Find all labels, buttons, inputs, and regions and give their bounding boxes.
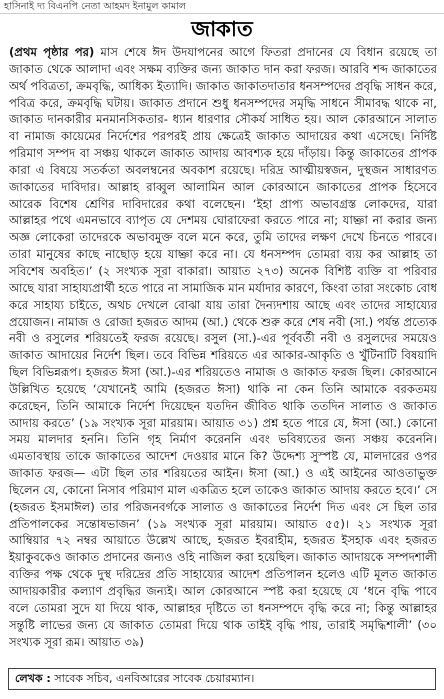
continued-from-label: (প্রথম পৃষ্ঠার পর): [9, 45, 95, 59]
article-body: [9, 44, 437, 650]
paragraph-text: মাস শেষে ঈদ উদযাপনের আগে ফিতরা প্রদানের যে বিধান রয়েছে তা জাকাত থেকে আলাদা এবং সক্ষম ব্যক্তির জন্য জাকাত দান করা ফরজ। আরবি শব্দ জাকাতের অর্থ পবিত্রতা, ক্রমবৃদ্ধি, আধিক্য ইত্যাদি। জাকাত জাকাতদাতার ধনসম্পদের প্রবৃদ্ধি সাধন করে, পবিত্র করে, ক্রমবৃদ্ধি ঘটায়। জাকাত প্রদানে শুধু ধনসম্পদের সমৃদ্ধি সাধনে সীমাবদ্ধ থাকে না, জাকাত দানকারীর মনমানসিকতার- ধ্যান ধারণার সৌকর্য সাধিত হয়। আল কোরআনে সালাত বা নামাজ কায়েমের নির্দেশের পরপরই প্রায় ক্ষেত্রেই জাকাত আদায়ের কথা এসেছে। নির্দিষ্ট পরিমাণ সম্পদ বা সঞ্চয় থাকলে জাকাত আদায় আবশ্যক হয়ে দাঁড়ায়। কিন্তু জাকাতের প্রাপক কারা এ বিষয়ে সতর্কতা অবলম্বনের অবকাশ রয়েছে। দরিদ্র আত্মীয়স্বজন, দুস্থজন সাধারণত জাকাতের দাবিদার। আল্লাহ রাব্বুল আলামিন আল কোরআনে জাকাতের প্রাপক হিসেবে আরেক বিশেষ শ্রেণির দাবিদারের কথা বলেছেন। ‘ইহা প্রাপ্য অভাবগ্রস্ত লোকদের, যারা আল্লাহর পথে এমনভাবে ব্যাপৃত যে দেশময় ঘোরাফেরা করতে পারে না; যাচ্ঞা না করার জন্য অজ্ঞ লোকেরা তাদেরকে অভাবমুক্ত বলে মনে করে, তুমি তাদের লক্ষণ দেখে চিনতে পারবে। তারা মানুষের কাছে নাছোড় হয়ে যাচ্ঞা করে না। যে ধনসম্পদ তোমরা ব্যয় কর আল্লাহ তা সবিশেষ অবহিত।’ (২ সংখ্যক সূরা বাকারা। আয়াত ২৭৩) অনেক বিশিষ্ট ব্যক্তি বা পরিবার আছে যারা সাহায্যপ্রার্থী হতে পারে না সামাজিক মান মর্যাদার কারণে, কিংবা তারা সংকোচ বোধ করে সাহায্য চাইতে, অথচ দেখলে বোঝা যায় তারা দৈন্যদশায় আছে এবং তাদের সাহায্যের প্রয়োজন। নামাজ ও রোজা হজরত আদম (আ.) থেকে শুরু করে শেষ নবী (সা.) পর্যন্ত প্রত্যেক নবী ও রসুলের শরিয়তেই ফরজ রয়েছে। রসুল (সা.)-এর পূর্ববর্তী নবী ও রসুলদের সময়েও জাকাত আদায়ের নির্দেশ ছিল। তবে বিভিন্ন শরিয়তে এর আকার-আকৃতি ও খুঁটিনাটি বিষয়াদি ছিল বিভিন্নরূপ। হজরত ঈসা (আ.)-এর শরিয়তেও নামাজ ও জাকাত ফরজ ছিল। কোরআনে উল্লিখিত হয়েছে ‘যেখানেই আমি (হজরত ঈসা) থাকি না কেন তিনি আমাকে বরকতময় করেছেন, তিনি আমাকে নির্দেশ দিয়েছেন যতদিন জীবিত থাকি ততদিন সালাত ও জাকাত আদায় করতে’ (১৯ সংখ্যক সূরা মারয়াম। আয়াত ৩১) প্রশ্ন হতে পারে যে, ঈসা (আ.) কোনো সময় মালদার হননি। তিনি গৃহ নির্মাণ করেননি এবং ভবিষ্যতের জন্য সঞ্চয় করেননি। এমতাবস্থায় তাকে জাকাতের আদেশ দেওয়ার মানে কি? উদ্দেশ্য সুস্পষ্ট যে, মালদারের ওপর জাকাত ফরজ— এটা ছিল তার শরিয়তের আইন। ঈসা (আ.) ও এই আইনের আওতাভুক্ত ছিলেন যে, কোনো নিসাব পরিমাণ মাল একত্রিত হলে তাকেও জাকাত আদায় করতে হবে।’ সে (হজরত ইসমাঈল) তার পরিজনবর্গকে সালাত ও জাকাতের নির্দেশ দিত এবং সে ছিল তার প্রতিপালকের সন্তোষভাজন’ (১৯ সংখ্যক সূরা মারয়াম। আয়াত ৫৫)। ২১ সংখ্যক সূরা আম্বিয়ার ৭২ নম্বর আয়াতে উল্লেখ আছে, হজরত ইবরাহীম, হজরত ইসহাক এবং হজরত ইয়াকুবকেও জাকাত প্রদানের জন্যও ওহি নাজিল করা হয়েছিল। জাকাত আদায়কে সম্পদশালী ব্যক্তির পক্ষ থেকে দুস্থ দরিদ্রের প্রতি সাহায্যের আদেশ প্রতিপালন হলেও এটি মূলত জাকাত আদায়কারীর কল্যাণ প্রবৃদ্ধির জন্যই। আল কোরআনে স্পষ্ট করা হয়েছে যে ‘ধনে বৃদ্ধি পাবে বলে তোমরা সুদে যা দিয়ে থাক, আল্লাহর দৃষ্টিতে তা ধনসম্পদে বৃদ্ধি করে না; কিন্তু আল্লাহর সন্তুষ্টি লাভের জন্য যে জাকাত তোমরা দিয়ে থাক তাইই বৃদ্ধি পায়, তারাই সমৃদ্ধিশালী’ (৩০ সংখ্যক সূরা রূম। আয়াত ৩৯): [9, 45, 437, 649]
author-box: [8, 668, 436, 690]
article-title: জাকাত: [191, 17, 253, 41]
author-text: সাবেক সচিব, এনবিআরের সাবেক চেয়ারম্যান।: [54, 672, 255, 685]
previous-column-strip: হাসিনাই দ্য বিএনপি নেতা আহমদ ইনামুল কামাল: [0, 0, 444, 14]
author-label: লেখক :: [15, 672, 51, 685]
article-paragraph: [9, 44, 437, 650]
